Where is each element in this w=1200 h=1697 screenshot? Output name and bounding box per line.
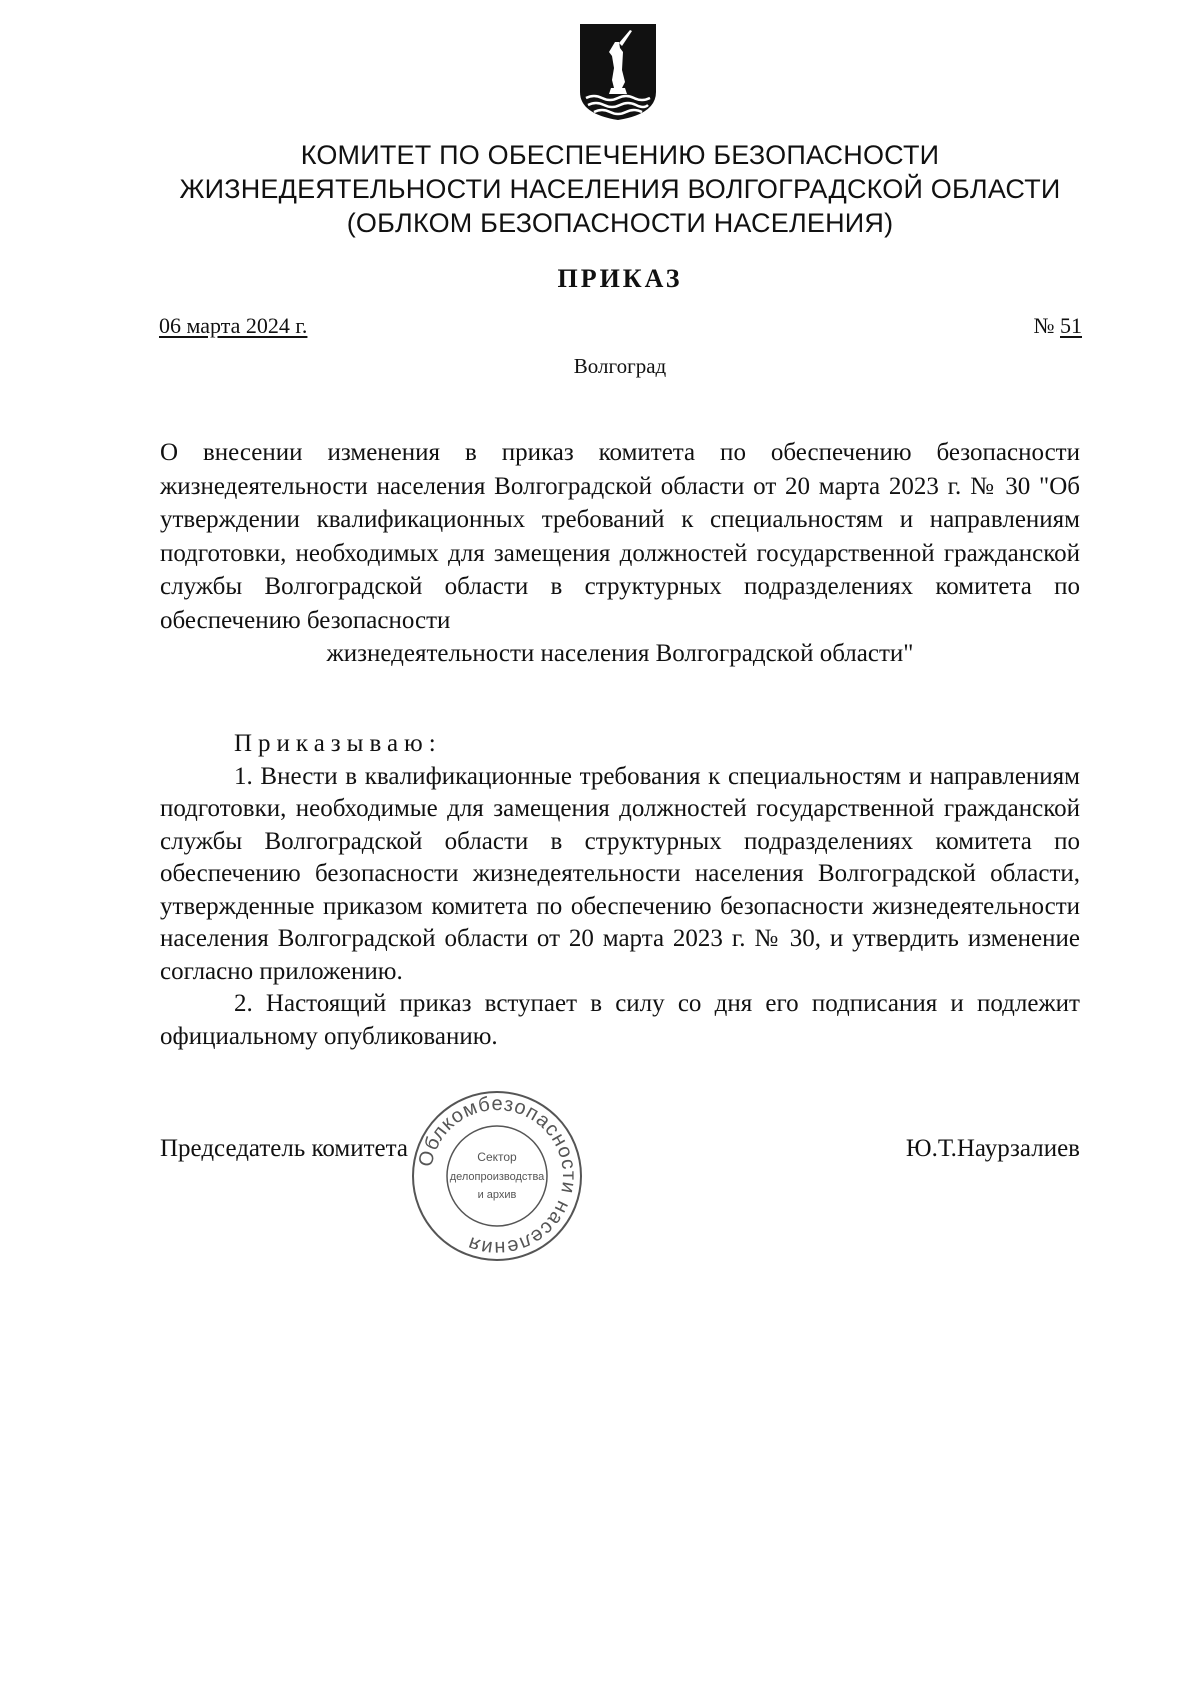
order-item-1: 1. Внести в квалификационные требования к специальностям и направлениям подготовки, необходимые для замещения должностей государственной гражданской службы Волгоградской области в структурных подразделениях комитета по обеспечению безопасности жизнедеятельности населения Волгоградской области, утвержденные приказом комитета по обеспечению безопасности жизнедеятельности населения Волгоградской области от 20 марта 2023 г. № 30, и утвердить изменение согласно приложению. [160,762,1080,985]
document-city: Волгоград [573,354,667,378]
stamp-line-2: делопроизводства [449,1171,545,1183]
document-number [1034,313,1083,339]
organization-title-line-3: (ОБЛКОМ БЕЗОПАСНОСТИ НАСЕЛЕНИЯ) [346,208,894,238]
document-number-prefix: № [1033,313,1060,338]
order-item-2: 2. Настоящий приказ вступает в силу со дня его подписания и подлежит официальному опубликованию. [160,990,1080,1050]
signatory-name: Ю.Т.Наурзалиев [905,1135,1080,1162]
organization-title-line-1: КОМИТЕТ ПО ОБЕСПЕЧЕНИЮ БЕЗОПАСНОСТИ [300,140,940,170]
order-word: Приказываю: [234,730,442,757]
organization-title [100,138,1140,240]
document-type: ПРИКАЗ [557,264,683,293]
stamp-ring-text: Облкомбезопасности населения [414,1092,581,1260]
subject-last-line: жизнедеятельности населения Волгоградской области" [326,640,914,667]
coat-of-arms-icon [578,22,658,122]
stamp-line-1: Сектор [477,1150,517,1164]
document-number-value: 51 [1060,313,1082,338]
document-date: 06 марта 2024 г. [159,313,308,338]
stamp-line-3: и архив [477,1189,517,1201]
signatory-position: Председатель комитета [160,1135,408,1162]
subject-text: О внесении изменения в приказ комитета по обеспечению безопасности жизнедеятельности населения Волгоградской области от 20 марта 2023 г. № 30 "Об утверждении квалификационных требований к специальностям и направлениям подготовки, необходимых для замещения должностей государственной гражданской службы Волгоградской области в структурных подразделениях комитета по обеспечению безопасности [160,439,1080,634]
document-subject [160,436,1080,671]
order-body [160,728,1080,1053]
official-stamp [409,1088,585,1264]
organization-title-line-2: ЖИЗНЕДЕЯТЕЛЬНОСТИ НАСЕЛЕНИЯ ВОЛГОГРАДСКОЙ ОБЛАСТИ [179,174,1061,204]
